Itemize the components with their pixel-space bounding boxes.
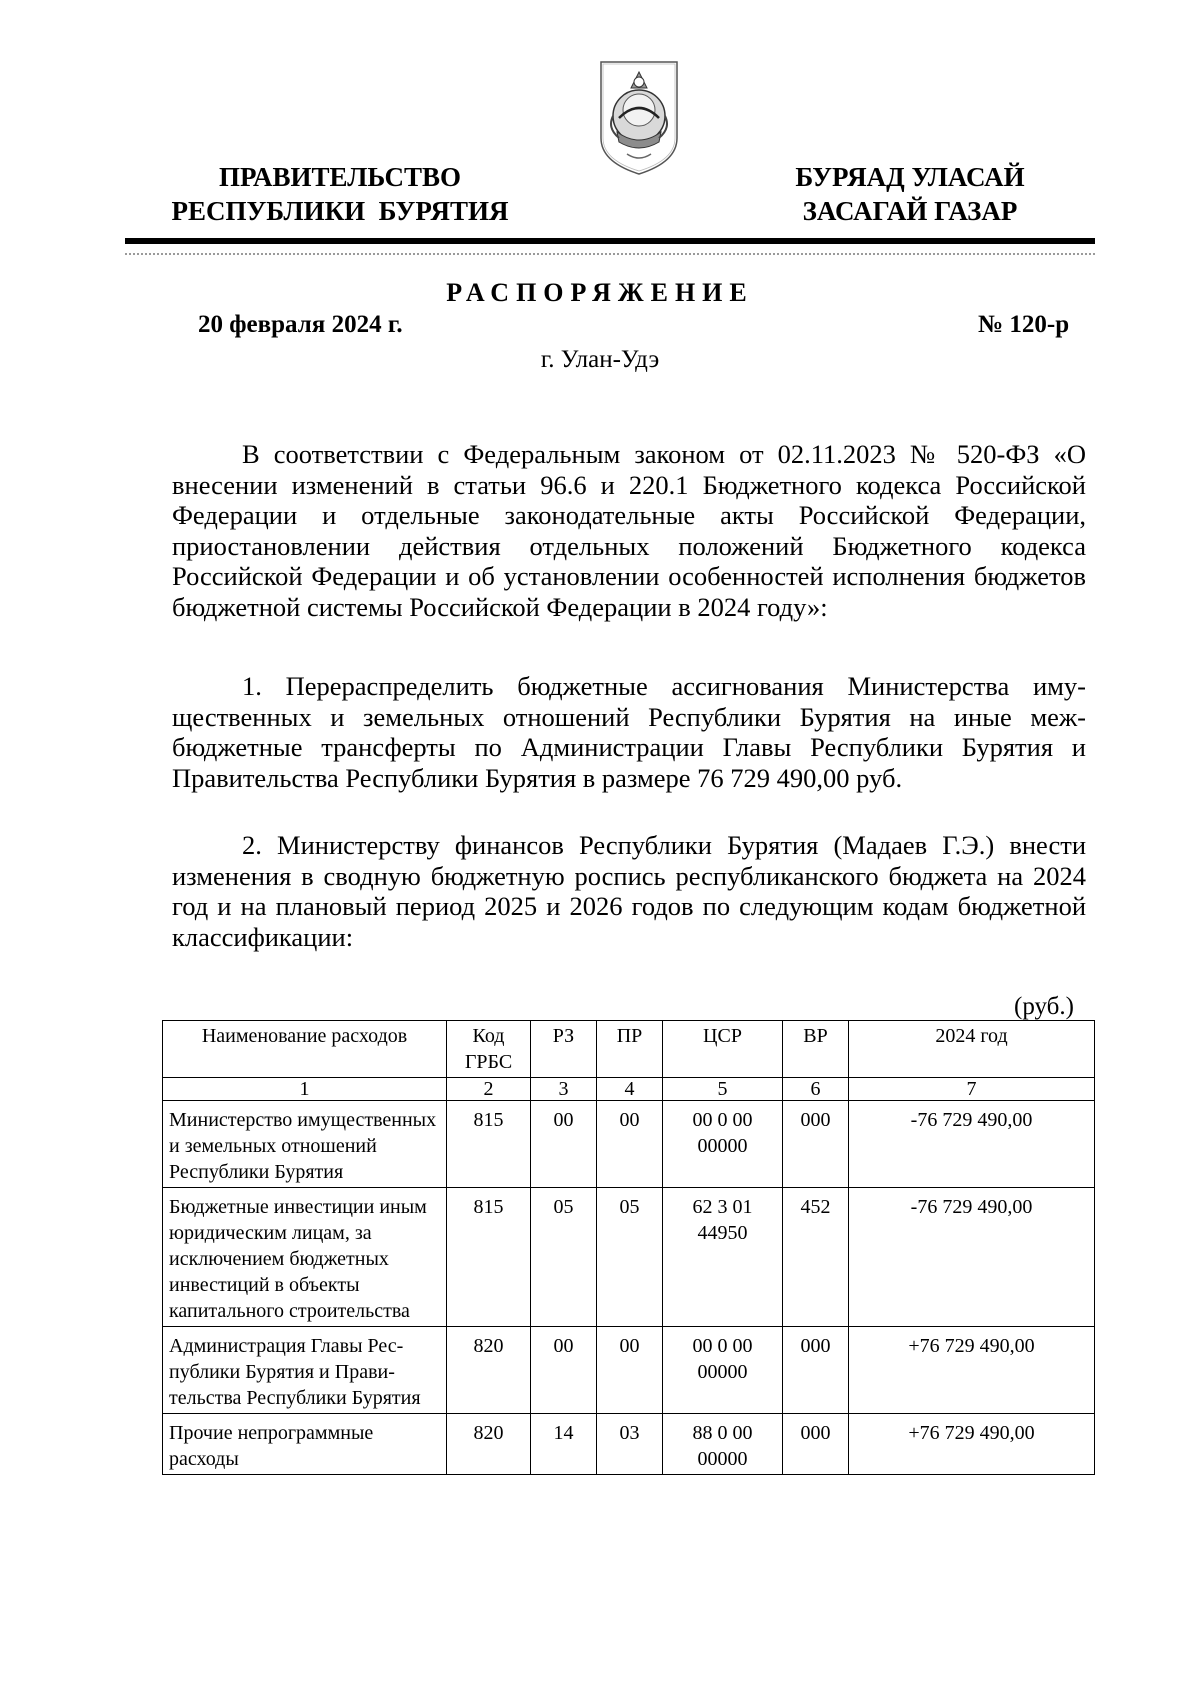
- item-1: [172, 671, 1086, 793]
- expense-name: Администрация Главы Республики Бурятия и Правительства Республики Бурятия: [163, 1327, 447, 1414]
- column-number: 7: [849, 1078, 1095, 1101]
- pr-code: 03: [597, 1414, 663, 1475]
- item-2-text: 2. Министерству финансов Республики Бурятия (Мадаев Г.Э.) внести изменения в сводную бюджетную роспись республиканского бюджета на 2024 год и на плановый период 2025 и 2026 годов по следующим кодам бюджетной классификации:: [172, 830, 1086, 952]
- coat-of-arms-icon: [597, 58, 681, 178]
- table-row: [163, 1327, 1095, 1414]
- org-name-buryat-line1: БУРЯАД УЛАСАЙ: [795, 162, 1025, 192]
- header-vr: ВР: [783, 1021, 849, 1078]
- header-rz: РЗ: [531, 1021, 597, 1078]
- vr-code: 000: [783, 1327, 849, 1414]
- header-year-2024: 2024 год: [849, 1021, 1095, 1078]
- amount-2024: +76 729 490,00: [849, 1327, 1095, 1414]
- header-pr: ПР: [597, 1021, 663, 1078]
- preamble-text: В соответствии с Федеральным законом от 02.11.2023 № 520-ФЗ «О внесении изменений в статьи 96.6 и 220.1 Бюджетного кодекса Российской Федерации и отдельные законодательные акты Российской Федерации, приостановлении действия отдельных положений Бюджетного кодекса Российской Федерации и об установлении особенностей исполнения бюджетов бюджетной системы Российской Федерации в 2024 году»:: [172, 439, 1086, 622]
- csr-code: 00 0 00 00000: [663, 1101, 783, 1188]
- table-row: [163, 1101, 1095, 1188]
- org-name-russian-line1: ПРАВИТЕЛЬСТВО: [218, 162, 462, 192]
- org-name-buryat-line2: ЗАСАГАЙ ГАЗАР: [802, 196, 1018, 226]
- vr-code: 000: [783, 1101, 849, 1188]
- org-name-buryat: [760, 160, 1060, 228]
- grbs-code: 820: [447, 1414, 531, 1475]
- grbs-code: 820: [447, 1327, 531, 1414]
- amount-2024: +76 729 490,00: [849, 1414, 1095, 1475]
- currency-unit: (руб.): [1014, 993, 1074, 1020]
- item-1-text: 1. Перераспределить бюджетные ассигнования Министерства имущественных и земельных отношений Республики Бурятия на иные межбюджетные трансферты по Администрации Главы Республики Бурятия и Правительства Республики Бурятия в размере 76 729 490,00 руб.: [172, 671, 1086, 793]
- column-number: 6: [783, 1078, 849, 1101]
- table-header-row: [163, 1021, 1095, 1078]
- rz-code: 00: [531, 1327, 597, 1414]
- org-name-russian-line2: РЕСПУБЛИКИ БУРЯТИЯ: [171, 196, 509, 226]
- org-name-russian: [160, 160, 520, 228]
- header-expense-name: Наименование расходов: [163, 1021, 447, 1078]
- header-grbs-code: Код ГРБС: [447, 1021, 531, 1078]
- rz-code: 14: [531, 1414, 597, 1475]
- csr-code: 00 0 00 00000: [663, 1327, 783, 1414]
- vr-code: 000: [783, 1414, 849, 1475]
- column-number: 4: [597, 1078, 663, 1101]
- pr-code: 05: [597, 1188, 663, 1327]
- expense-name: Бюджетные инвестиции иным юридическим лицам, за исключением бюджетных инвестиций в объекты капитального строительства: [163, 1188, 447, 1327]
- rz-code: 00: [531, 1101, 597, 1188]
- grbs-code: 815: [447, 1101, 531, 1188]
- document-number: № 120-р: [978, 311, 1070, 338]
- document-date: 20 февраля 2024 г.: [198, 311, 403, 338]
- expense-name: Министерство имущественных и земельных отношений Республики Бурятия: [163, 1101, 447, 1188]
- preamble: [172, 439, 1086, 622]
- grbs-code: 815: [447, 1188, 531, 1327]
- column-number: 5: [663, 1078, 783, 1101]
- amount-2024: -76 729 490,00: [849, 1188, 1095, 1327]
- table-row: [163, 1414, 1095, 1475]
- header-csr: ЦСР: [663, 1021, 783, 1078]
- header-divider: [125, 238, 1095, 244]
- pr-code: 00: [597, 1101, 663, 1188]
- budget-table: [162, 1020, 1095, 1475]
- csr-code: 88 0 00 00000: [663, 1414, 783, 1475]
- expense-name: Прочие непрограммные расходы: [163, 1414, 447, 1475]
- pr-code: 00: [597, 1327, 663, 1414]
- vr-code: 452: [783, 1188, 849, 1327]
- header-divider-dotted: [125, 253, 1095, 255]
- column-number: 3: [531, 1078, 597, 1101]
- table-row: [163, 1188, 1095, 1327]
- column-number: 1: [163, 1078, 447, 1101]
- document-city: г. Улан-Удэ: [540, 346, 660, 373]
- column-number-row: [163, 1078, 1095, 1101]
- document-title: РАСПОРЯЖЕНИЕ: [446, 278, 754, 307]
- item-2: [172, 830, 1086, 952]
- csr-code: 62 3 01 44950: [663, 1188, 783, 1327]
- column-number: 2: [447, 1078, 531, 1101]
- rz-code: 05: [531, 1188, 597, 1327]
- amount-2024: -76 729 490,00: [849, 1101, 1095, 1188]
